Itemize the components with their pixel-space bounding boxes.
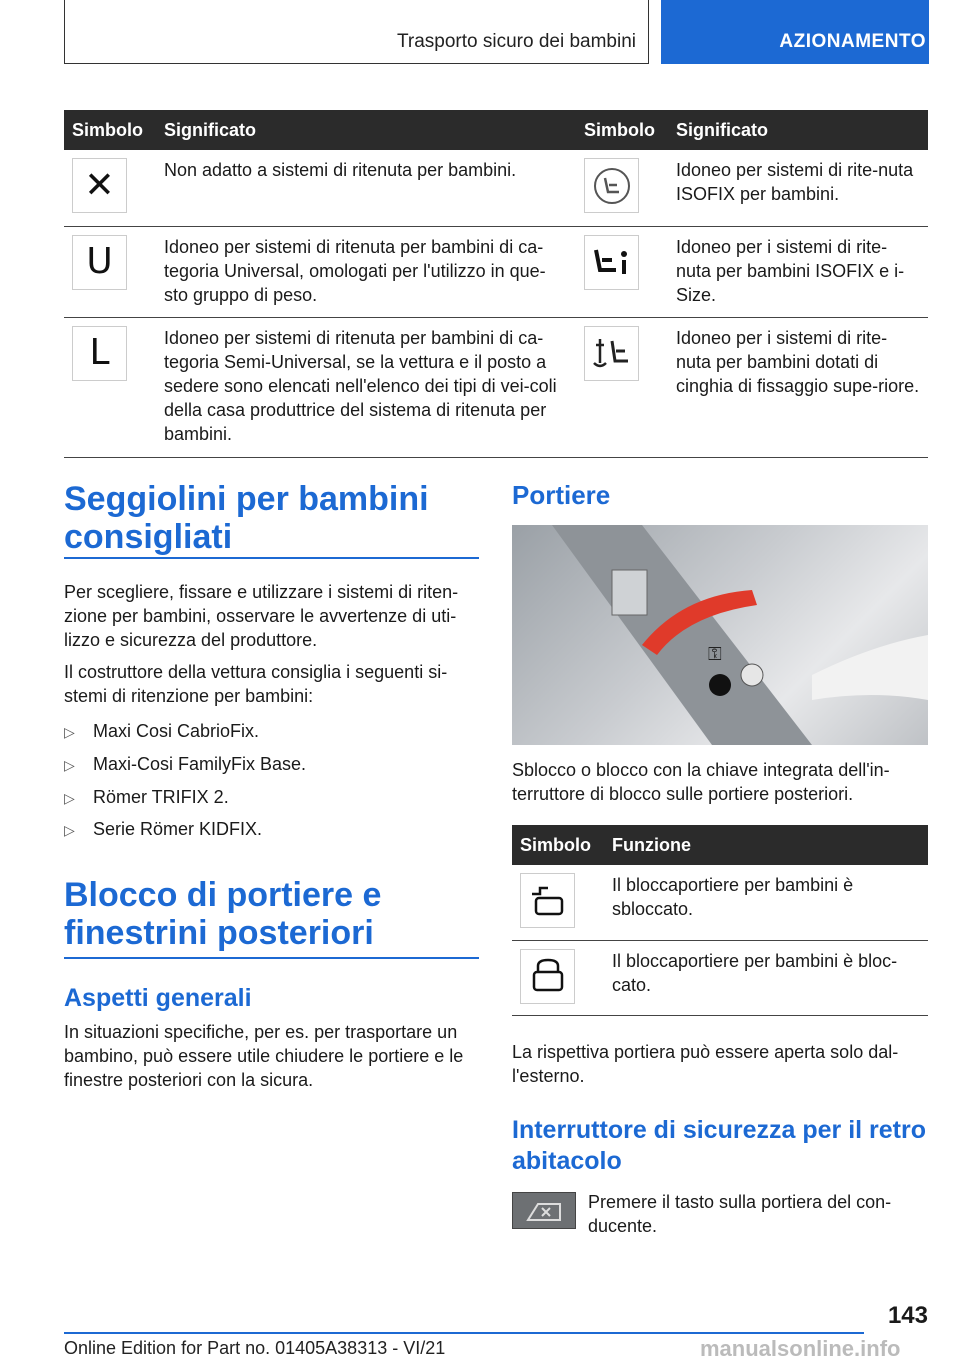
not-suitable-icon: ✕	[72, 158, 127, 213]
column-header: Simbolo	[512, 825, 604, 865]
table-header-row	[64, 110, 928, 150]
door-lock-function-table	[512, 825, 928, 1016]
svg-text:⚿: ⚿	[708, 644, 722, 665]
list-item: ▷ Römer TRIFIX 2.	[64, 785, 479, 810]
paragraph: La rispettiva portiera può essere aperta solo dal-l'esterno.	[512, 1042, 899, 1086]
list-item: ▷ Maxi Cosi CabrioFix.	[64, 719, 479, 744]
window-lock-button-icon	[512, 1192, 576, 1229]
section-tab: AZIONAMENTO	[779, 31, 926, 52]
child-seat-symbol-table	[64, 110, 928, 458]
table-cell: Idoneo per i sistemi di rite-nuta per bambini dotati di cinghia di fissaggio supe-riore.	[668, 317, 928, 457]
heading-rule	[64, 957, 479, 959]
watermark-logo: manualsonline.info	[700, 1336, 901, 1361]
column-header: Significato	[156, 110, 576, 150]
unlocked-icon	[520, 873, 575, 928]
column-header: Significato	[668, 110, 928, 150]
table-cell: Non adatto a sistemi di ritenuta per bambini.	[156, 150, 576, 226]
column-header: Simbolo	[64, 110, 156, 150]
header-section-box	[661, 0, 929, 64]
subheading-rear-safety-switch: Interruttore di sicurezza per il retro abitacolo	[512, 1116, 926, 1175]
triangle-bullet-icon: ▷	[64, 757, 75, 773]
triangle-bullet-icon: ▷	[64, 724, 75, 740]
table-cell: Idoneo per i sistemi di rite-nuta per bambini ISOFIX e i-Size.	[668, 226, 928, 317]
table-cell: Il bloccaportiere per bambini è bloc-cato.	[604, 940, 928, 1015]
table-row	[64, 226, 928, 317]
paragraph: Per scegliere, fissare e utilizzare i sistemi di riten-zione per bambini, osservare le avvertenze di uti-lizzo e sicurezza del produttore.	[64, 582, 459, 650]
triangle-bullet-icon: ▷	[64, 822, 75, 838]
table-row	[64, 317, 928, 457]
table-cell: Idoneo per sistemi di ritenuta per bambini di ca-tegoria Universal, omologati per l'utilizzo in que-sto gruppo di peso.	[156, 226, 576, 317]
footer-rule	[64, 1332, 864, 1334]
footer-edition: Online Edition for Part no. 01405A38313 - VI/21	[64, 1338, 446, 1358]
universal-u-icon: U	[72, 235, 127, 290]
column-header: Funzione	[604, 825, 928, 865]
heading-recommended-seats: Seggiolini per bambini consigliati	[64, 480, 429, 556]
table-cell: Il bloccaportiere per bambini è sbloccato.	[604, 865, 928, 940]
photo-caption: Sblocco o blocco con la chiave integrata dell'in-terruttore di blocco sulle portiere posteriori.	[512, 760, 890, 804]
table-row	[512, 940, 928, 1015]
heading-door-window-lock: Blocco di portiere e finestrini posteriori	[64, 876, 382, 952]
table-row	[512, 865, 928, 940]
page-number: 143	[887, 1302, 928, 1329]
table-header-row	[512, 825, 928, 865]
column-header: Simbolo	[576, 110, 668, 150]
semi-universal-l-icon: L	[72, 326, 127, 381]
header-title-box	[64, 0, 649, 64]
subheading-general: Aspetti generali	[64, 984, 252, 1012]
list-item: ▷ Serie Römer KIDFIX.	[64, 817, 479, 842]
locked-icon	[520, 949, 575, 1004]
paragraph: Il costruttore della vettura consiglia i seguenti si-stemi di ritenzione per bambini:	[64, 662, 448, 706]
table-row	[64, 150, 928, 226]
paragraph: Premere il tasto sulla portiera del con-ducente.	[588, 1192, 892, 1236]
isofix-isize-icon	[584, 235, 639, 290]
heading-doors: Portiere	[512, 480, 611, 510]
triangle-bullet-icon: ▷	[64, 790, 75, 806]
page-header-title: Trasporto sicuro dei bambini	[396, 31, 636, 52]
paragraph: In situazioni specifiche, per es. per trasportare un bambino, può essere utile chiudere le portiere e le finestre posteriori con la sicura.	[64, 1022, 464, 1090]
table-cell: Idoneo per sistemi di rite-nuta ISOFIX per bambini.	[668, 150, 928, 226]
isofix-seat-icon	[584, 158, 639, 213]
table-cell: Idoneo per sistemi di ritenuta per bambini di ca-tegoria Semi-Universal, se la vettura e il posto a sedere sono elencati nell'elenco dei tipi di vei-coli della casa produttrice del sistema di ritenuta per bambini.	[156, 317, 576, 457]
top-tether-icon	[584, 326, 639, 381]
door-lock-photo	[512, 525, 928, 745]
heading-rule	[64, 557, 479, 559]
list-item: ▷ Maxi-Cosi FamilyFix Base.	[64, 752, 479, 777]
